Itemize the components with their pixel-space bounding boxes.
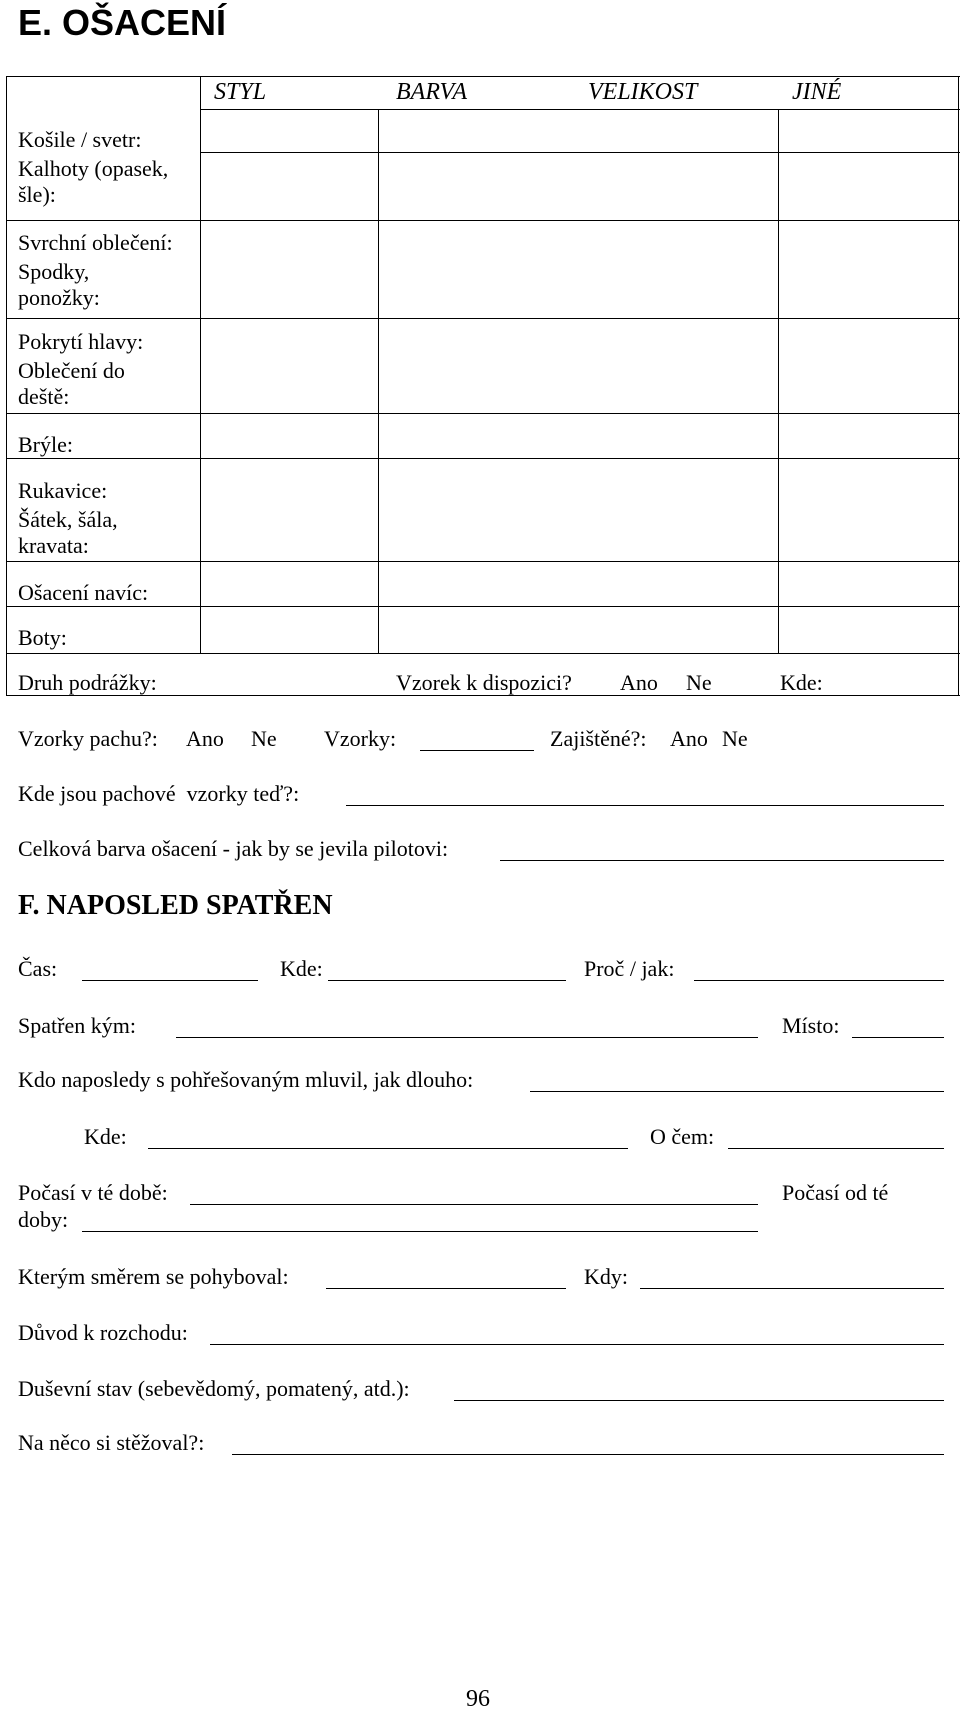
kdo-label: Kdo naposledy s pohřešovaným mluvil, jak dlouho: [18,1067,474,1092]
doby-label: doby: [18,1207,69,1232]
vzorek-kde-label: Kde: [780,670,823,695]
row-label-kalhoty: Kalhoty (opasek, šle): [18,156,169,207]
dusevni-label: Duševní stav (sebevědomý, pomatený, atd.): [18,1376,410,1401]
header-jine: JINÉ [792,79,842,105]
kde2-label: Kde: [84,1124,127,1149]
proc-field[interactable] [694,980,944,981]
vzorky-pachu-label: Vzorky pachu?: [18,726,158,751]
pachu-ne[interactable]: Ne [251,726,277,751]
cas-field[interactable] [82,980,258,981]
vzorek-ne[interactable]: Ne [686,670,712,695]
o-cem-label: O čem: [650,1124,715,1149]
vzorek-label: Vzorek k dispozici? [396,670,572,695]
kdo-field[interactable] [530,1091,944,1092]
celkova-barva-field[interactable] [500,860,944,861]
zajistene-ano[interactable]: Ano [670,726,708,751]
kterym-field[interactable] [326,1288,566,1289]
o-cem-field[interactable] [728,1148,944,1149]
cas-label: Čas: [18,956,58,981]
header-styl: STYL [214,79,267,105]
pocasi-v-label: Počasí v té době: [18,1180,168,1205]
row-label-bryle: Brýle: [18,432,73,457]
duvod-field[interactable] [210,1344,944,1345]
header-velikost: VELIKOST [588,79,698,105]
vzorky-field[interactable] [420,750,534,751]
proc-label: Proč / jak: [584,956,675,981]
vzorky-label: Vzorky: [324,726,397,751]
section-e-title: E. OŠACENÍ [18,2,227,43]
stezoval-label: Na něco si stěžoval?: [18,1430,205,1455]
vzorek-ano[interactable]: Ano [620,670,658,695]
row-label-svrchni: Svrchní oblečení: [18,230,173,255]
misto-label: Místo: [782,1013,840,1038]
row-label-osaceni-navic: Ošacení navíc: [18,580,149,605]
celkova-barva-label: Celková barva ošacení - jak by se jevila pilotovi: [18,836,449,861]
kde-jsou-label: Kde jsou pachové vzorky teď?: [18,781,300,806]
stezoval-field[interactable] [232,1454,944,1455]
spatren-field[interactable] [176,1037,758,1038]
duvod-label: Důvod k rozchodu: [18,1320,188,1345]
pachu-ano[interactable]: Ano [186,726,224,751]
row-label-boty: Boty: [18,625,67,650]
spatren-label: Spatřen kým: [18,1013,136,1038]
kterym-label: Kterým směrem se pohyboval: [18,1264,289,1289]
kde-field[interactable] [328,980,566,981]
dusevni-field[interactable] [454,1400,944,1401]
row-label-spodky: Spodky, ponožky: [18,259,100,310]
header-barva: BARVA [396,79,468,105]
section-f-title: F. NAPOSLED SPATŘEN [18,890,333,921]
misto-field[interactable] [852,1037,944,1038]
kde2-field[interactable] [148,1148,628,1149]
pocasi-od-label: Počasí od té [782,1180,889,1205]
kdy-field[interactable] [640,1288,944,1289]
row-label-obleceni-deste: Oblečení do deště: [18,358,125,409]
row-label-satek: Šátek, šála, kravata: [18,507,118,558]
kde-jsou-field[interactable] [346,805,944,806]
row-label-pokryti: Pokrytí hlavy: [18,329,144,354]
row-label-kosile: Košile / svetr: [18,127,142,152]
kdy-label: Kdy: [584,1264,628,1289]
kde-label: Kde: [280,956,323,981]
page-number: 96 [466,1686,490,1712]
row-label-rukavice: Rukavice: [18,478,108,503]
druh-podrazky-label: Druh podrážky: [18,670,157,695]
zajistene-label: Zajištěné?: [550,726,647,751]
zajistene-ne[interactable]: Ne [722,726,748,751]
doby-field[interactable] [82,1231,758,1232]
pocasi-v-field[interactable] [190,1204,758,1205]
